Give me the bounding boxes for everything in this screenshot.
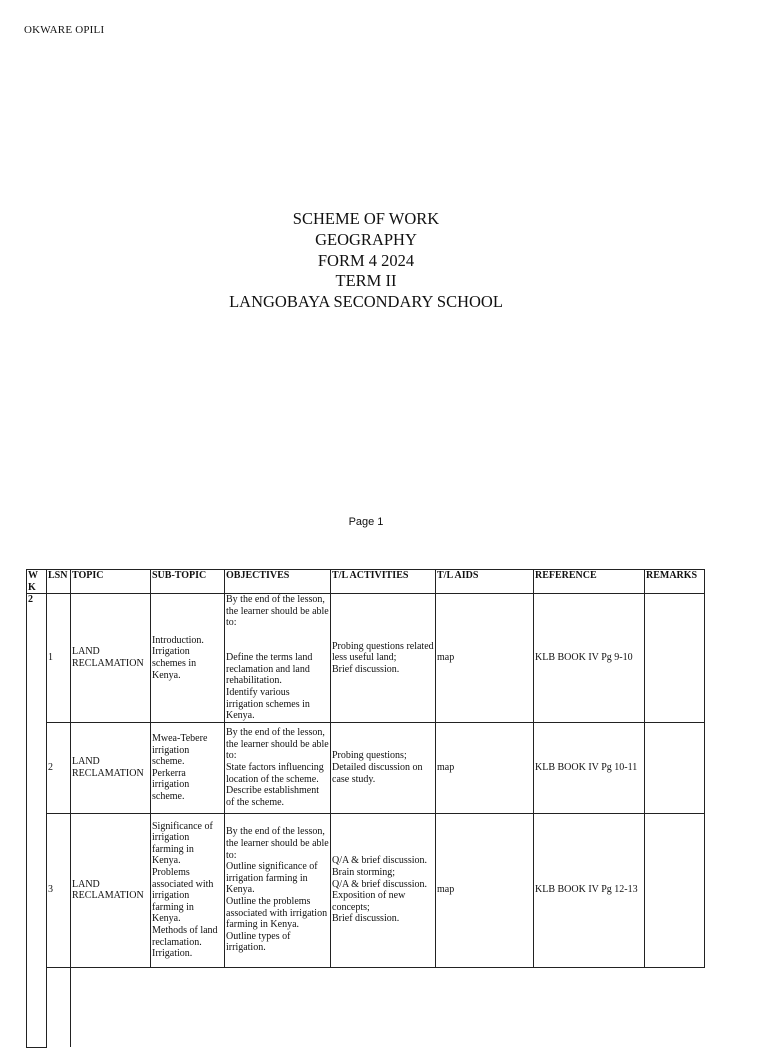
title-line: LANGOBAYA SECONDARY SCHOOL xyxy=(229,292,503,312)
objectives-cell xyxy=(225,967,331,1047)
header-cell: WK xyxy=(27,570,47,594)
subtopic-cell: Mwea-Tebere irrigation scheme. Perkerra irrigation scheme. xyxy=(151,722,225,813)
remarks-cell xyxy=(645,813,705,967)
lesson-cell: 1 xyxy=(47,594,71,723)
lesson-cell xyxy=(47,967,71,1047)
reference-cell: KLB BOOK IV Pg 12-13 xyxy=(534,813,645,967)
aids-cell: map xyxy=(436,813,534,967)
topic-cell: LAND RECLAMATION xyxy=(71,813,151,967)
activities-cell: Probing questions; Detailed discussion on case study. xyxy=(331,722,436,813)
remarks-cell xyxy=(645,722,705,813)
document-title xyxy=(0,209,732,313)
table-header-row xyxy=(27,570,705,594)
objectives-text: Define the terms land reclamation and land rehabilitation. Identify various irrigation schemes in Kenya. xyxy=(226,652,313,722)
header-cell: OBJECTIVES xyxy=(225,570,331,594)
aids-cell xyxy=(436,967,534,1047)
topic-cell: LAND RECLAMATION xyxy=(71,594,151,723)
header-cell: LSN xyxy=(47,570,71,594)
title-line: GEOGRAPHY xyxy=(315,229,417,249)
activities-cell: Probing questions related less useful land; Brief discussion. xyxy=(331,594,436,723)
reference-cell: KLB BOOK IV Pg 10-11 xyxy=(534,722,645,813)
title-line: SCHEME OF WORK xyxy=(292,209,440,228)
table-row xyxy=(27,813,705,967)
scheme-table xyxy=(26,569,705,1048)
activities-cell: Q/A & brief discussion. Brain storming; Q/A & brief discussion. Exposition of new concepts; Brief discussion. xyxy=(331,813,436,967)
header-cell: REMARKS xyxy=(645,570,705,594)
objectives-intro: By the end of the lesson, the learner should be able to: xyxy=(226,594,329,629)
reference-cell xyxy=(534,967,645,1047)
reference-cell: KLB BOOK IV Pg 9-10 xyxy=(534,594,645,723)
header-cell: T/L ACTIVITIES xyxy=(331,570,436,594)
table-row xyxy=(27,722,705,813)
subtopic-cell: Significance of irrigation farming in Kenya. Problems associated with irrigation farming in Kenya. Methods of land reclamation. Irrigation. xyxy=(151,813,225,967)
header-cell: REFERENCE xyxy=(534,570,645,594)
objectives-text: State factors influencing location of the scheme. Describe establishment of the scheme. xyxy=(226,761,324,808)
topic-cell: LAND RECLAMATION xyxy=(71,722,151,813)
header-cell: TOPIC xyxy=(71,570,151,594)
week-cell: 2 xyxy=(27,594,47,1048)
objectives-intro: By the end of the lesson, the learner should be able to: xyxy=(226,826,329,861)
remarks-cell xyxy=(645,594,705,723)
header-cell: T/L AIDS xyxy=(436,570,534,594)
remarks-cell xyxy=(645,967,705,1047)
aids-cell: map xyxy=(436,722,534,813)
objectives-cell xyxy=(225,722,331,813)
lesson-cell: 2 xyxy=(47,722,71,813)
objectives-cell xyxy=(225,594,331,723)
activities-cell xyxy=(331,967,436,1047)
topic-cell xyxy=(71,967,151,1047)
table-row xyxy=(27,967,705,1047)
subtopic-cell xyxy=(151,967,225,1047)
objectives-text: Outline significance of irrigation farming in Kenya. Outline the problems associated with irrigation farming in Kenya. Outline types of irrigation. xyxy=(226,861,328,954)
subtopic-cell: Introduction. Irrigation schemes in Kenya. xyxy=(151,594,225,723)
objectives-cell xyxy=(225,813,331,967)
header-cell: SUB-TOPIC xyxy=(151,570,225,594)
lesson-cell: 3 xyxy=(47,813,71,967)
table-row xyxy=(27,594,705,723)
title-line: TERM II xyxy=(335,271,397,291)
author-name: OKWARE OPILI xyxy=(24,24,105,36)
page-number: Page 1 xyxy=(348,516,384,528)
objectives-intro: By the end of the lesson, the learner should be able to: xyxy=(226,727,329,762)
aids-cell: map xyxy=(436,594,534,723)
title-line: FORM 4 2024 xyxy=(317,250,415,270)
